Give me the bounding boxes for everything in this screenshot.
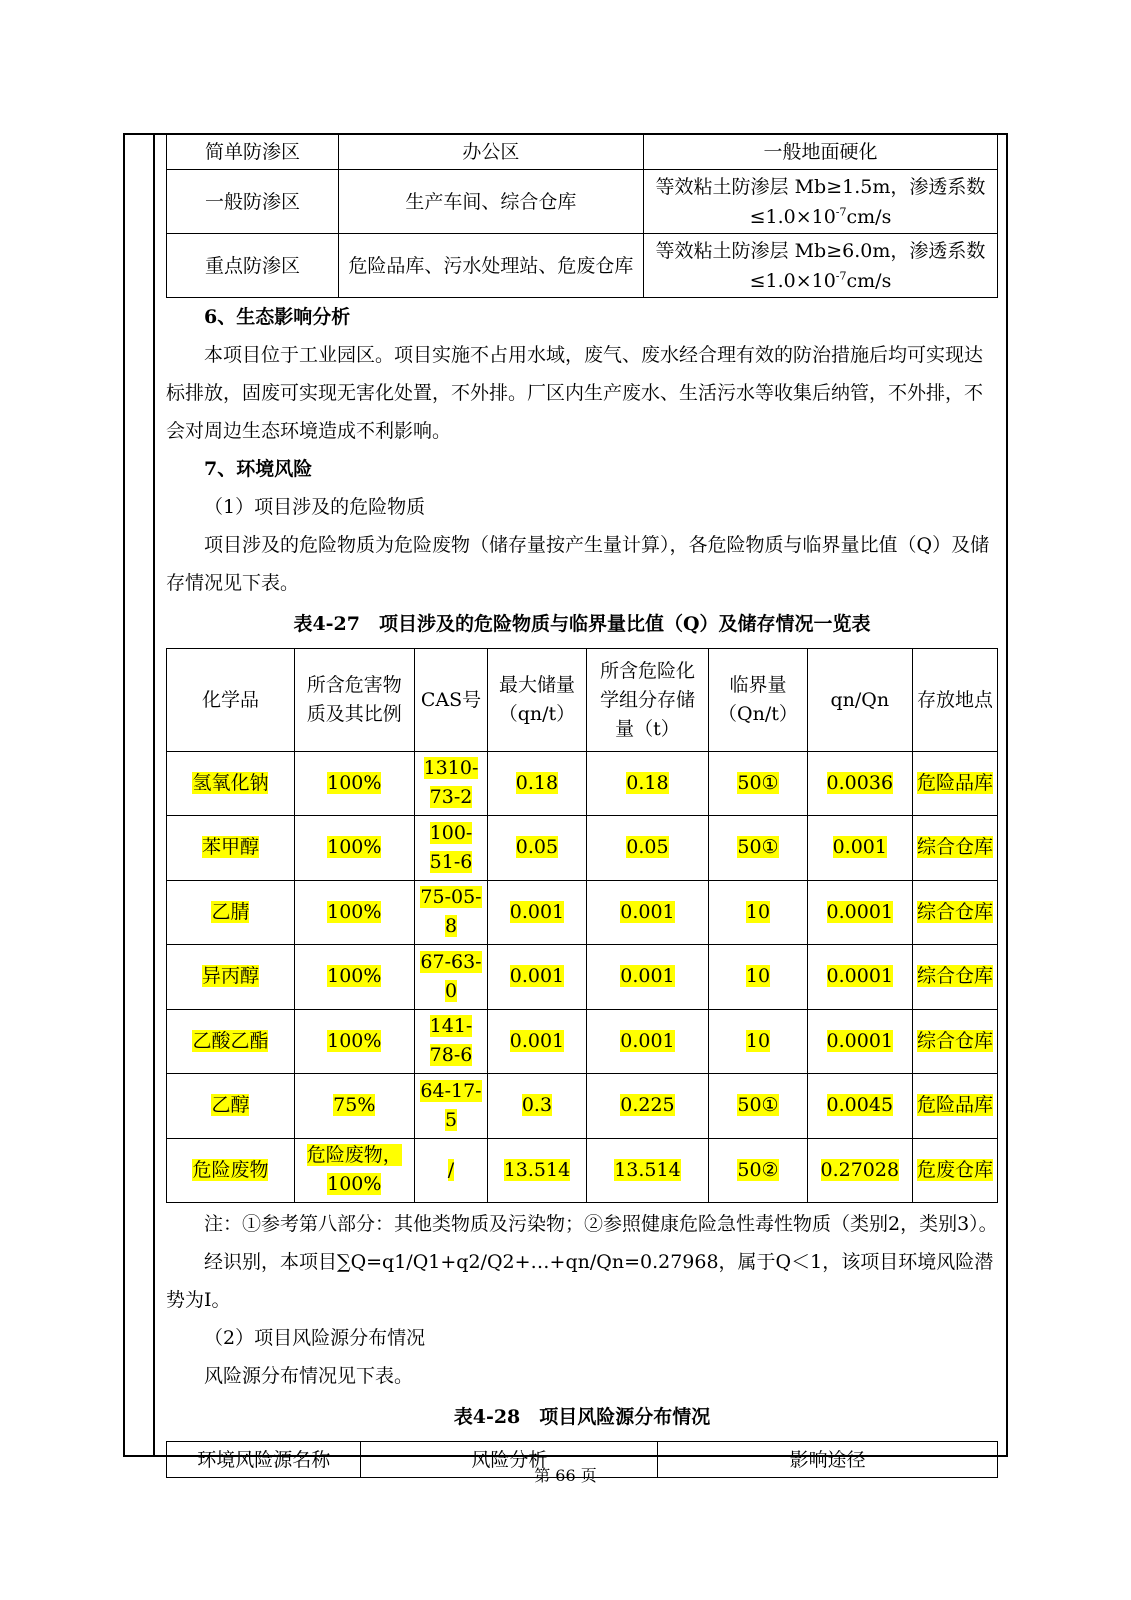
name-value: 乙酸乙酯 xyxy=(192,1029,269,1052)
ratio-value: 100% xyxy=(327,836,382,859)
zone-cell: 简单防渗区 xyxy=(167,134,339,170)
table-row xyxy=(167,816,998,881)
name-cell xyxy=(167,945,295,1010)
table-header-row xyxy=(167,649,998,752)
q-cell xyxy=(807,816,912,881)
table-4-27-caption: 表4-27 项目涉及的危险物质与临界量比值（Q）及储存情况一览表 xyxy=(293,613,871,635)
cas-value: 64-17-5 xyxy=(420,1079,482,1131)
cas-value: 141-78-6 xyxy=(429,1015,473,1067)
crit-value: 10 xyxy=(745,1029,771,1052)
ratio-cell xyxy=(294,945,414,1010)
q-value: 0.0045 xyxy=(826,1094,894,1117)
loc-value: 综合仓库 xyxy=(917,1029,994,1052)
ratio-cell xyxy=(294,880,414,945)
measure-cell xyxy=(643,234,997,298)
header-cell: 化学品 xyxy=(167,649,295,752)
max-value: 0.3 xyxy=(521,1094,553,1117)
q-value: 0.0001 xyxy=(826,900,894,923)
cas-cell xyxy=(414,816,488,881)
max-cell xyxy=(488,1009,586,1074)
name-value: 乙醇 xyxy=(211,1094,250,1117)
max-cell xyxy=(488,751,586,816)
table-row xyxy=(167,1009,998,1074)
ratio-cell xyxy=(294,1009,414,1074)
max-cell xyxy=(488,1138,586,1203)
hazard-substance-table xyxy=(166,648,998,752)
header-cell: 所含危害物质及其比例 xyxy=(294,649,414,752)
q-cell xyxy=(807,1009,912,1074)
q-cell xyxy=(807,945,912,1010)
comp-cell xyxy=(586,1074,709,1139)
max-value: 0.18 xyxy=(515,771,559,794)
comp-value: 0.001 xyxy=(620,900,675,923)
name-cell xyxy=(167,880,295,945)
crit-cell xyxy=(709,945,807,1010)
q-cell xyxy=(807,751,912,816)
comp-value: 0.05 xyxy=(626,836,669,859)
measure-cell xyxy=(643,170,997,234)
comp-cell xyxy=(586,1009,709,1074)
crit-cell xyxy=(709,816,807,881)
area-cell: 危险品库、污水处理站、危废仓库 xyxy=(338,234,643,298)
max-cell xyxy=(488,945,586,1010)
header-cell: 环境风险源名称 xyxy=(167,1442,361,1478)
crit-value: 50① xyxy=(737,1094,779,1117)
loc-value: 危险品库 xyxy=(917,771,994,794)
name-value: 乙腈 xyxy=(211,900,250,923)
ratio-value: 75% xyxy=(333,1094,376,1117)
table-row xyxy=(167,945,998,1010)
section7-paragraph-2: 风险源分布情况见下表。 xyxy=(204,1365,414,1387)
ratio-cell xyxy=(294,1138,414,1203)
frame-left-column-line xyxy=(153,133,155,1457)
max-cell xyxy=(488,1074,586,1139)
cas-cell xyxy=(414,751,488,816)
header-cell: CAS号 xyxy=(414,649,488,752)
crit-value: 50① xyxy=(737,771,779,794)
name-value: 苯甲醇 xyxy=(201,836,259,859)
loc-cell xyxy=(913,1138,998,1203)
comp-cell xyxy=(586,880,709,945)
cas-cell xyxy=(414,1074,488,1139)
comp-value: 0.225 xyxy=(620,1094,675,1117)
q-cell xyxy=(807,1074,912,1139)
q-value: 0.001 xyxy=(832,836,887,859)
measure-line2: $\le 1.0\times 10^{-7}cm/s$ xyxy=(749,269,892,292)
table-row xyxy=(167,234,998,298)
cas-value: 100-51-6 xyxy=(429,821,473,873)
area-cell: 办公区 xyxy=(338,134,643,170)
table-note: 注：①参考第八部分：其他类物质及污染物；②参照健康危险急性毒性物质（类别2，类别3）。 xyxy=(204,1213,998,1235)
cas-cell xyxy=(414,945,488,1010)
crit-cell xyxy=(709,1138,807,1203)
header-cell: 最大储量（qn/t） xyxy=(488,649,586,752)
q-cell xyxy=(807,880,912,945)
max-value: 0.001 xyxy=(509,965,565,988)
q-value: 0.0001 xyxy=(826,1029,894,1052)
identification-result: 经识别，本项目∑Q=q1/Q1+q2/Q2+…+qn/Qn=0.27968，属于Q＜1，该项目环境风险潜势为I。 xyxy=(166,1251,994,1311)
name-value: 氢氧化钠 xyxy=(192,771,269,794)
seepage-table xyxy=(166,133,998,298)
cas-value: 75-05-8 xyxy=(420,886,482,938)
table-row xyxy=(167,751,998,816)
ratio-value: 100% xyxy=(327,771,382,794)
table-row xyxy=(167,134,998,170)
area-cell: 生产车间、综合仓库 xyxy=(338,170,643,234)
subsection1-heading: （1）项目涉及的危险物质 xyxy=(204,496,426,518)
table-row xyxy=(167,880,998,945)
loc-value: 综合仓库 xyxy=(917,900,994,923)
header-cell: 所含危险化学组分存储量（t） xyxy=(586,649,709,752)
cas-cell xyxy=(414,880,488,945)
loc-cell xyxy=(913,1009,998,1074)
cas-value: / xyxy=(447,1158,455,1181)
name-cell xyxy=(167,1138,295,1203)
max-cell xyxy=(488,816,586,881)
name-cell xyxy=(167,816,295,881)
max-value: 0.001 xyxy=(509,1029,565,1052)
ratio-value: 100% xyxy=(327,900,382,923)
header-cell: 临界量（Qn/t） xyxy=(709,649,807,752)
crit-cell xyxy=(709,1009,807,1074)
crit-cell xyxy=(709,1074,807,1139)
crit-cell xyxy=(709,751,807,816)
name-cell xyxy=(167,1074,295,1139)
q-value: 0.0001 xyxy=(826,965,894,988)
crit-cell xyxy=(709,880,807,945)
ratio-cell xyxy=(294,1074,414,1139)
cas-cell xyxy=(414,1009,488,1074)
zone-cell: 一般防渗区 xyxy=(167,170,339,234)
loc-value: 综合仓库 xyxy=(917,965,994,988)
table-row xyxy=(167,1138,998,1203)
ratio-value: 100% xyxy=(327,1029,382,1052)
loc-value: 危险品库 xyxy=(917,1094,994,1117)
ratio-value: 危险废物，100% xyxy=(306,1144,402,1196)
table-row xyxy=(167,170,998,234)
page-number: 第 66 页 xyxy=(534,1466,597,1485)
measure-line2: $\le 1.0\times 10^{-7}cm/s$ xyxy=(749,205,892,228)
max-cell xyxy=(488,880,586,945)
comp-value: 0.18 xyxy=(626,771,669,794)
q-value: 0.27028 xyxy=(820,1158,900,1181)
page-content xyxy=(166,133,998,1478)
name-cell xyxy=(167,751,295,816)
name-cell xyxy=(167,1009,295,1074)
measure-line1: 等效粘土防渗层 Mb≥6.0m，渗透系数 xyxy=(655,239,986,262)
max-value: 13.514 xyxy=(503,1158,571,1181)
loc-cell xyxy=(913,751,998,816)
loc-cell xyxy=(913,816,998,881)
q-cell xyxy=(807,1138,912,1203)
subsection2-heading: （2）项目风险源分布情况 xyxy=(204,1327,426,1349)
max-value: 0.05 xyxy=(515,836,559,859)
comp-value: 0.001 xyxy=(620,965,675,988)
comp-cell xyxy=(586,1138,709,1203)
comp-value: 13.514 xyxy=(614,1158,681,1181)
name-value: 异丙醇 xyxy=(201,965,259,988)
ratio-cell xyxy=(294,751,414,816)
measure-line1: 等效粘土防渗层 Mb≥1.5m，渗透系数 xyxy=(655,175,986,198)
max-value: 0.001 xyxy=(509,900,565,923)
ratio-cell xyxy=(294,816,414,881)
cas-value: 67-63-0 xyxy=(420,950,482,1002)
cas-cell xyxy=(414,1138,488,1203)
loc-cell xyxy=(913,945,998,1010)
header-cell: 存放地点 xyxy=(913,649,998,752)
crit-value: 50① xyxy=(737,836,779,859)
name-value: 危险废物 xyxy=(192,1158,269,1181)
header-cell: qn/Qn xyxy=(807,649,912,752)
hazard-substance-table-body xyxy=(166,751,998,1204)
comp-cell xyxy=(586,751,709,816)
section7-paragraph: 项目涉及的危险物质为危险废物（储存量按产生量计算），各危险物质与临界量比值（Q）及储存情况见下表。 xyxy=(166,534,990,594)
comp-value: 0.001 xyxy=(620,1029,675,1052)
comp-cell xyxy=(586,945,709,1010)
section6-paragraph: 本项目位于工业园区。项目实施不占用水域，废气、废水经合理有效的防治措施后均可实现达标排放，固废可实现无害化处置，不外排。厂区内生产废水、生活污水等收集后纳管，不外排，不会对周边生态环境造成不利影响。 xyxy=(166,344,984,442)
measure-cell: 一般地面硬化 xyxy=(643,134,997,170)
loc-cell xyxy=(913,880,998,945)
comp-cell xyxy=(586,816,709,881)
header-cell: 影响途径 xyxy=(658,1442,998,1478)
cas-value: 1310-73-2 xyxy=(423,757,479,809)
q-value: 0.0036 xyxy=(826,771,894,794)
ratio-value: 100% xyxy=(327,965,382,988)
loc-value: 危废仓库 xyxy=(917,1158,994,1181)
crit-value: 50② xyxy=(737,1158,779,1181)
table-row xyxy=(167,1074,998,1139)
zone-cell: 重点防渗区 xyxy=(167,234,339,298)
header-cell: 风险分析 xyxy=(361,1442,658,1478)
crit-value: 10 xyxy=(745,965,771,988)
table-4-28-caption: 表4-28 项目风险源分布情况 xyxy=(453,1406,711,1428)
section6-heading: 6、生态影响分析 xyxy=(204,306,351,328)
crit-value: 10 xyxy=(745,900,771,923)
loc-cell xyxy=(913,1074,998,1139)
section7-heading: 7、环境风险 xyxy=(204,458,313,480)
loc-value: 综合仓库 xyxy=(917,836,994,859)
